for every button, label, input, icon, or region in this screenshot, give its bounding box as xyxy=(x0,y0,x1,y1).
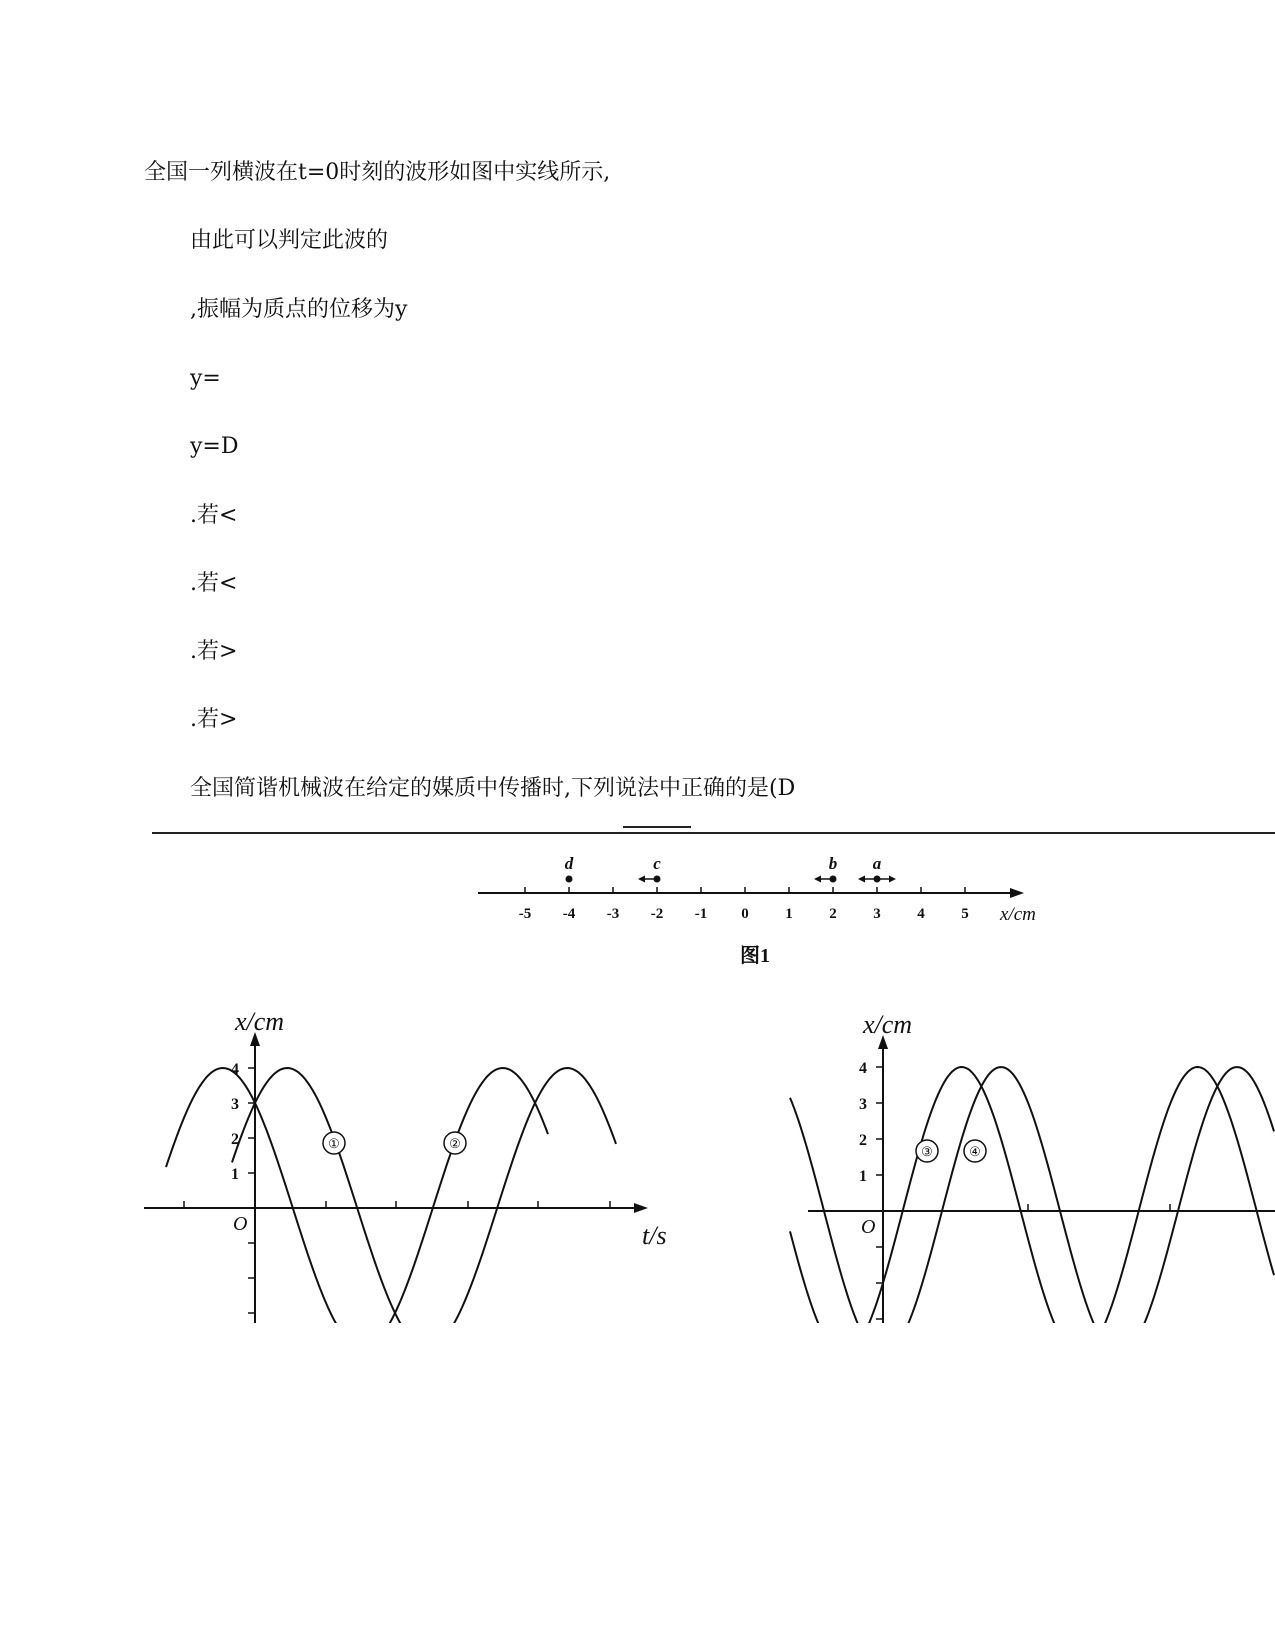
text-line-5: y=D xyxy=(190,434,239,459)
y-tick-label: 2 xyxy=(859,1132,867,1149)
number-line-tick-label: -2 xyxy=(650,906,664,922)
text-line-9: .若> xyxy=(190,707,238,732)
number-line-axis-label: x/cm xyxy=(1000,904,1036,925)
number-line-tick-label: 0 xyxy=(741,906,749,922)
series-label: ④ xyxy=(969,1144,981,1159)
series-label: ③ xyxy=(921,1144,933,1159)
number-line-tick-label: -1 xyxy=(694,906,708,922)
text-line-10: 全国简谐机械波在给定的媒质中传播时,下列说法中正确的是(D xyxy=(190,776,796,801)
number-line-tick-label: 5 xyxy=(961,906,969,922)
origin-label: O xyxy=(861,1216,876,1238)
y-tick-label: 3 xyxy=(859,1096,867,1113)
series-label: ② xyxy=(449,1136,461,1151)
y-tick-label: 2 xyxy=(231,1131,239,1148)
y-tick-label: 3 xyxy=(231,1096,239,1113)
number-line-tick-label: -5 xyxy=(518,906,532,922)
t-axis-label: t/s xyxy=(642,1221,667,1250)
text-line-2: 由此可以判定此波的 xyxy=(190,228,389,253)
y-tick-label: 1 xyxy=(231,1166,239,1183)
text-line-7: .若< xyxy=(190,571,238,596)
y-tick-label: 4 xyxy=(231,1061,239,1078)
number-line-tick-label: -4 xyxy=(562,906,576,922)
particle-d-label: d xyxy=(564,854,574,873)
y-tick-label: 1 xyxy=(859,1168,867,1185)
number-line-tick-label: 2 xyxy=(829,906,837,922)
number-line-tick-label: -3 xyxy=(606,906,620,922)
text-line-6: .若< xyxy=(190,503,238,528)
text-line-3: ,振幅为质点的位移为y xyxy=(190,297,408,322)
text-line-4: y= xyxy=(190,366,221,391)
particle-c-label: c xyxy=(653,854,661,873)
series-label: ① xyxy=(328,1136,340,1151)
particle-a-label: a xyxy=(872,854,882,873)
y-axis-label: x/cm xyxy=(863,1010,913,1039)
particle-b-label: b xyxy=(828,854,838,873)
y-tick-label: 4 xyxy=(859,1060,867,1077)
text-line-1: 全国一列横波在t=0时刻的波形如图中实线所示, xyxy=(144,160,611,185)
number-line-tick-label: 1 xyxy=(785,906,793,922)
y-axis-label: x/cm xyxy=(235,1007,285,1036)
text-line-8: .若> xyxy=(190,639,238,664)
number-line-tick-label: 3 xyxy=(873,906,881,922)
origin-label: O xyxy=(233,1213,248,1235)
number-line-tick-label: 4 xyxy=(917,906,925,922)
figure-1-caption: 图1 xyxy=(740,945,770,967)
